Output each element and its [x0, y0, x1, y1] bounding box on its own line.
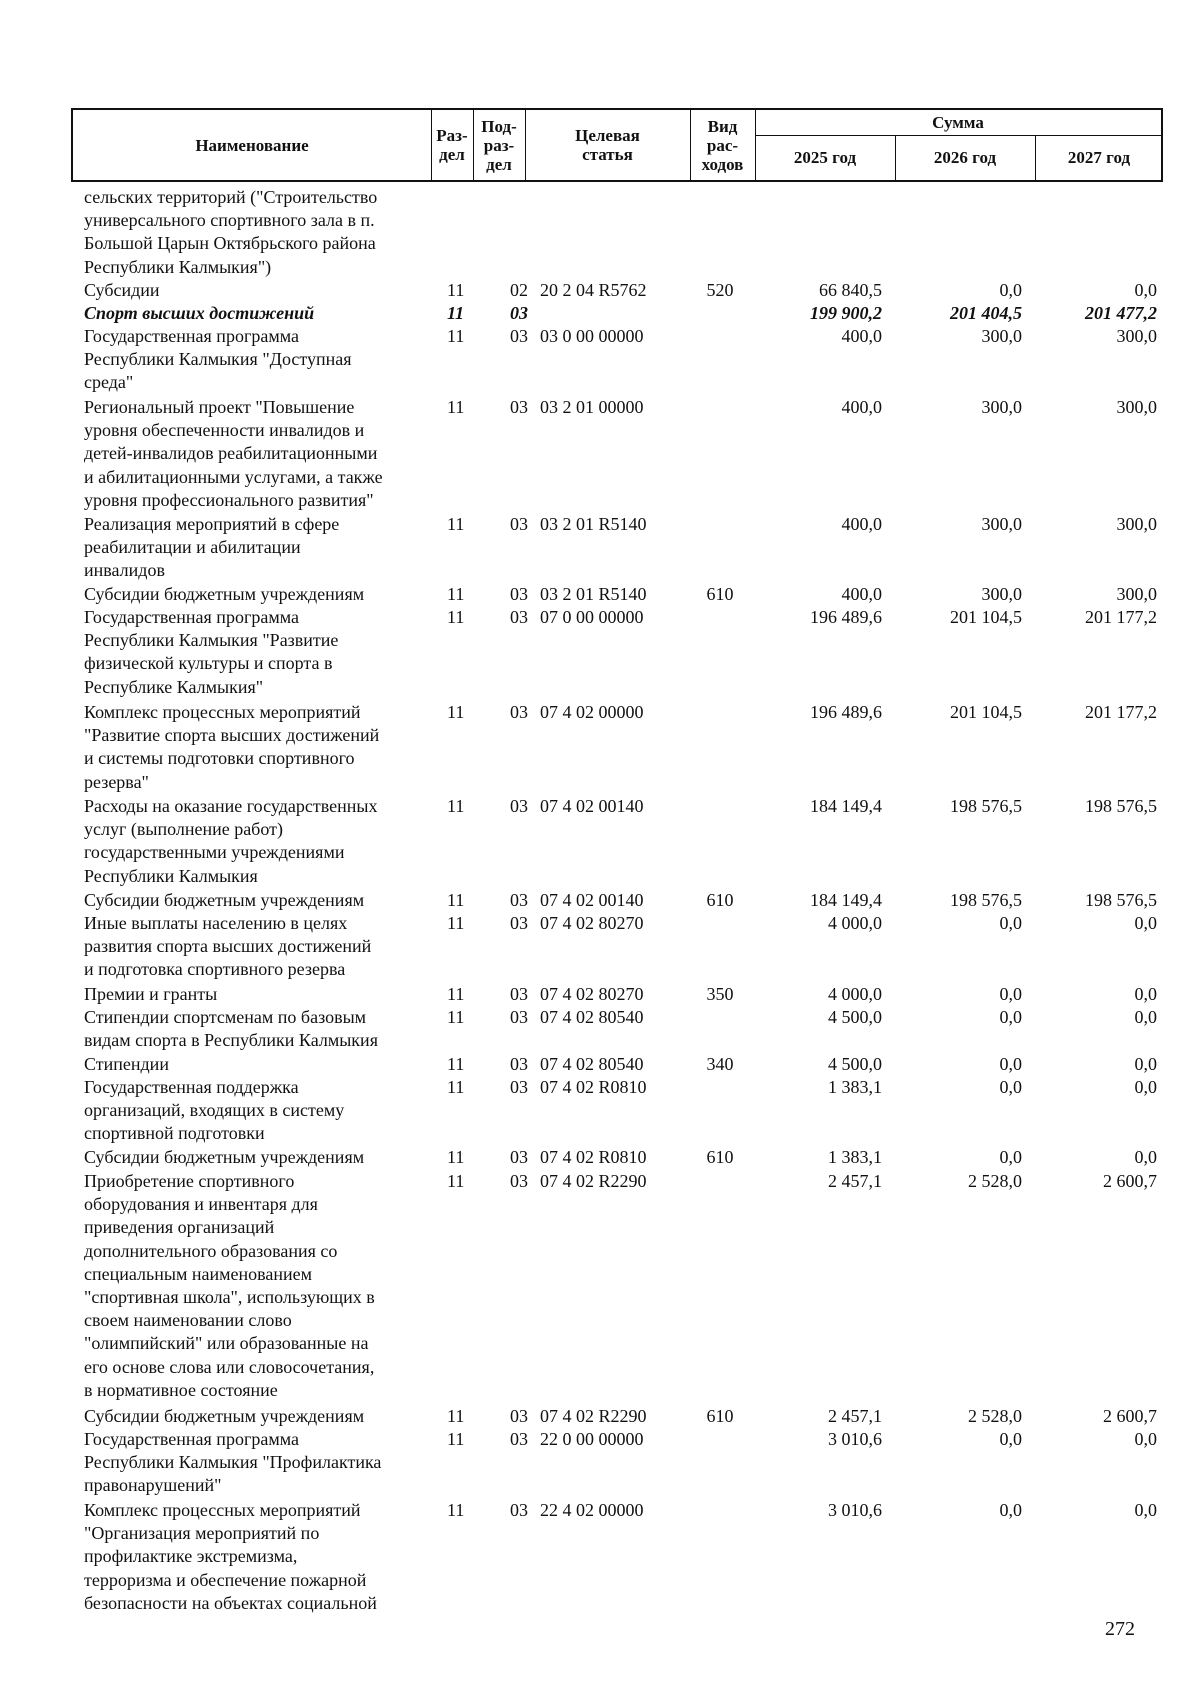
row-razdel: 11: [447, 607, 465, 627]
row-sum-2026: 300,0: [981, 326, 1022, 346]
row-name: Расходы на оказание государственных услуг (выполнение работ) государственными учреждениями Республики Калмыкия: [84, 796, 378, 886]
row-podrazdel: 03: [510, 1147, 528, 1167]
row-sum-2026: 201 104,5: [950, 607, 1022, 627]
table-header: [71, 108, 1163, 182]
row-razdel: 11: [447, 1077, 465, 1097]
page-number: 272: [1105, 1618, 1135, 1640]
row-name: Субсидии бюджетным учреждениям: [84, 1147, 365, 1167]
row-sum-2027: 300,0: [1116, 584, 1157, 604]
row-podrazdel: 03: [510, 1007, 528, 1027]
row-sum-2027: 201 177,2: [1085, 607, 1157, 627]
header-razdel: Раз- дел: [436, 126, 468, 164]
row-podrazdel: 03: [510, 1429, 528, 1449]
header-summa: Сумма: [932, 113, 984, 132]
row-sum-2026: 0,0: [999, 1147, 1022, 1167]
row-sum-2025: 184 149,4: [810, 796, 882, 816]
row-tselevaya-statya: 07 4 02 80270: [540, 913, 644, 933]
row-sum-2027: 0,0: [1134, 913, 1157, 933]
row-name: Стипендии: [84, 1054, 169, 1074]
row-sum-2026: 198 576,5: [950, 890, 1022, 910]
row-sum-2027: 300,0: [1116, 514, 1157, 534]
row-razdel: 11: [447, 890, 465, 910]
row-tselevaya-statya: 07 4 02 R2290: [540, 1171, 647, 1191]
row-name: Государственная программа Республики Калмыкия "Доступная среда": [84, 326, 352, 393]
row-razdel: 11: [447, 984, 465, 1004]
header-year-2026: 2026 год: [933, 148, 997, 167]
row-sum-2025: 66 840,5: [819, 280, 882, 300]
row-sum-2025: 184 149,4: [810, 890, 882, 910]
row-vid-rashodov: 610: [706, 1147, 734, 1167]
row-sum-2027: 0,0: [1134, 280, 1157, 300]
row-sum-2025: 4 000,0: [828, 984, 882, 1004]
row-sum-2027: 0,0: [1134, 1007, 1157, 1027]
row-sum-2026: 0,0: [999, 984, 1022, 1004]
row-podrazdel: 03: [510, 1171, 528, 1191]
row-vid-rashodov: 610: [706, 1406, 734, 1426]
row-vid-rashodov: 610: [706, 890, 734, 910]
row-sum-2025: 400,0: [841, 584, 882, 604]
row-sum-2027: 198 576,5: [1085, 796, 1157, 816]
row-name: Приобретение спортивного оборудования и инвентаря для приведения организаций дополнительного образования со специальным наименованием "спортивная школа", использующих в своем наименовании слово "олимпийский" или образованные на его основе слова или словосочетания, в нормативное состояние: [84, 1171, 375, 1400]
row-sum-2025: 196 489,6: [810, 607, 882, 627]
row-sum-2026: 2 528,0: [968, 1406, 1022, 1426]
row-sum-2027: 300,0: [1116, 397, 1157, 417]
row-sum-2025: 400,0: [841, 397, 882, 417]
row-podrazdel: 03: [510, 1077, 528, 1097]
row-name: Спорт высших достижений: [84, 303, 315, 323]
row-podrazdel: 03: [510, 984, 528, 1004]
row-tselevaya-statya: 07 0 00 00000: [540, 607, 644, 627]
header-year-2025: 2025 год: [793, 148, 857, 167]
row-sum-2026: 0,0: [999, 913, 1022, 933]
row-razdel: 11: [447, 1171, 465, 1191]
row-sum-2027: 2 600,7: [1103, 1171, 1157, 1191]
row-sum-2025: 1 383,1: [828, 1077, 882, 1097]
row-sum-2025: 4 500,0: [828, 1054, 882, 1074]
row-sum-2026: 198 576,5: [950, 796, 1022, 816]
row-sum-2026: 0,0: [999, 1500, 1022, 1520]
row-sum-2026: 300,0: [981, 514, 1022, 534]
row-sum-2027: 0,0: [1134, 984, 1157, 1004]
row-sum-2027: 201 477,2: [1085, 303, 1157, 323]
row-name: Региональный проект "Повышение уровня обеспеченности инвалидов и детей-инвалидов реабилитационными и абилитационными услугами, а также уровня профессионального развития": [84, 397, 383, 510]
row-vid-rashodov: 520: [706, 280, 734, 300]
row-sum-2027: 0,0: [1134, 1500, 1157, 1520]
row-sum-2025: 199 900,2: [810, 303, 882, 323]
row-sum-2025: 2 457,1: [828, 1171, 882, 1191]
row-tselevaya-statya: 07 4 02 80540: [540, 1054, 644, 1074]
row-podrazdel: 03: [510, 303, 528, 323]
row-razdel: 11: [447, 303, 465, 323]
row-sum-2026: 0,0: [999, 1429, 1022, 1449]
row-name: Государственная программа Республики Калмыкия "Профилактика правонарушений": [84, 1429, 382, 1496]
row-sum-2027: 0,0: [1134, 1147, 1157, 1167]
row-name: Реализация мероприятий в сфере реабилитации и абилитации инвалидов: [84, 514, 340, 581]
row-name: Комплекс процессных мероприятий "Развитие спорта высших достижений и системы подготовки спортивного резерва": [84, 702, 380, 792]
row-sum-2027: 198 576,5: [1085, 890, 1157, 910]
row-sum-2027: 0,0: [1134, 1429, 1157, 1449]
row-tselevaya-statya: 03 2 01 R5140: [540, 514, 647, 534]
row-sum-2026: 201 404,5: [950, 303, 1022, 323]
row-sum-2027: 0,0: [1134, 1054, 1157, 1074]
header-name: Наименование: [195, 135, 309, 155]
row-razdel: 11: [447, 1500, 465, 1520]
row-podrazdel: 03: [510, 913, 528, 933]
row-tselevaya-statya: 07 4 02 80540: [540, 1007, 644, 1027]
row-sum-2025: 196 489,6: [810, 702, 882, 722]
row-tselevaya-statya: 22 4 02 00000: [540, 1500, 644, 1520]
row-name: Стипендии спортсменам по базовым видам спорта в Республики Калмыкия: [84, 1007, 378, 1051]
row-razdel: 11: [447, 1147, 465, 1167]
row-tselevaya-statya: 07 4 02 80270: [540, 984, 644, 1004]
row-name: Государственная поддержка организаций, входящих в систему спортивной подготовки: [84, 1077, 345, 1144]
row-sum-2027: 201 177,2: [1085, 702, 1157, 722]
row-podrazdel: 03: [510, 1500, 528, 1520]
row-sum-2025: 1 383,1: [828, 1147, 882, 1167]
row-tselevaya-statya: 07 4 02 00140: [540, 890, 644, 910]
row-sum-2026: 0,0: [999, 1054, 1022, 1074]
row-vid-rashodov: 340: [706, 1054, 734, 1074]
row-razdel: 11: [447, 397, 465, 417]
row-sum-2025: 4 000,0: [828, 913, 882, 933]
row-tselevaya-statya: 07 4 02 00140: [540, 796, 644, 816]
row-podrazdel: 03: [510, 607, 528, 627]
row-razdel: 11: [447, 1007, 465, 1027]
row-razdel: 11: [447, 1406, 465, 1426]
row-sum-2027: 2 600,7: [1103, 1406, 1157, 1426]
row-tselevaya-statya: 07 4 02 00000: [540, 702, 644, 722]
row-sum-2027: 300,0: [1116, 326, 1157, 346]
row-sum-2026: 2 528,0: [968, 1171, 1022, 1191]
row-sum-2025: 3 010,6: [828, 1500, 882, 1520]
row-name: Комплекс процессных мероприятий "Организация мероприятий по профилактике экстремизма, терроризма и обеспечение пожарной безопасности на объектах социальной: [84, 1500, 377, 1613]
header-tselevaya-statya: Целевая статья: [575, 126, 640, 164]
row-podrazdel: 03: [510, 702, 528, 722]
row-sum-2026: 0,0: [999, 1077, 1022, 1097]
row-podrazdel: 03: [510, 1406, 528, 1426]
row-sum-2025: 2 457,1: [828, 1406, 882, 1426]
row-razdel: 11: [447, 326, 465, 346]
row-name: Субсидии: [84, 280, 160, 300]
row-tselevaya-statya: 22 0 00 00000: [540, 1429, 644, 1449]
row-sum-2026: 300,0: [981, 397, 1022, 417]
row-razdel: 11: [447, 913, 465, 933]
row-sum-2025: 400,0: [841, 326, 882, 346]
row-podrazdel: 03: [510, 1054, 528, 1074]
header-year-2027: 2027 год: [1067, 148, 1131, 167]
row-vid-rashodov: 610: [706, 584, 734, 604]
row-sum-2025: 3 010,6: [828, 1429, 882, 1449]
row-podrazdel: 03: [510, 514, 528, 534]
row-podrazdel: 03: [510, 584, 528, 604]
row-podrazdel: 03: [510, 397, 528, 417]
row-podrazdel: 03: [510, 326, 528, 346]
header-vid-rashodov: Вид рас- ходов: [701, 116, 744, 174]
row-sum-2025: 400,0: [841, 514, 882, 534]
row-name: Иные выплаты населению в целях развития спорта высших достижений и подготовка спортивного резерва: [84, 913, 372, 980]
row-sum-2027: 0,0: [1134, 1077, 1157, 1097]
row-tselevaya-statya: 03 0 00 00000: [540, 326, 644, 346]
row-razdel: 11: [447, 1054, 465, 1074]
row-name: Субсидии бюджетным учреждениям: [84, 890, 365, 910]
row-sum-2026: 0,0: [999, 280, 1022, 300]
row-tselevaya-statya: 03 2 01 R5140: [540, 584, 647, 604]
row-sum-2026: 300,0: [981, 584, 1022, 604]
row-tselevaya-statya: 07 4 02 R0810: [540, 1077, 647, 1097]
row-tselevaya-statya: 20 2 04 R5762: [540, 280, 647, 300]
row-razdel: 11: [447, 584, 465, 604]
row-name: Государственная программа Республики Калмыкия "Развитие физической культуры и спорта в Республике Калмыкия": [84, 607, 339, 697]
row-name: Субсидии бюджетным учреждениям: [84, 1406, 365, 1426]
row-sum-2026: 0,0: [999, 1007, 1022, 1027]
row-vid-rashodov: 350: [706, 984, 734, 1004]
row-tselevaya-statya: 07 4 02 R2290: [540, 1406, 647, 1426]
row-sum-2025: 4 500,0: [828, 1007, 882, 1027]
row-name: сельских территорий ("Строительство универсального спортивного зала в п. Большой Царын Октябрьского района Республики Калмыкия"): [84, 187, 378, 277]
row-razdel: 11: [447, 702, 465, 722]
row-razdel: 11: [447, 514, 465, 534]
header-podrazdel: Под- раз- дел: [481, 116, 517, 174]
row-razdel: 11: [447, 1429, 465, 1449]
row-sum-2026: 201 104,5: [950, 702, 1022, 722]
row-razdel: 11: [447, 280, 465, 300]
row-podrazdel: 02: [510, 280, 528, 300]
row-razdel: 11: [447, 796, 465, 816]
row-name: Субсидии бюджетным учреждениям: [84, 584, 365, 604]
row-tselevaya-statya: 03 2 01 00000: [540, 397, 644, 417]
row-tselevaya-statya: 07 4 02 R0810: [540, 1147, 647, 1167]
row-podrazdel: 03: [510, 796, 528, 816]
row-podrazdel: 03: [510, 890, 528, 910]
row-name: Премии и гранты: [84, 984, 218, 1004]
